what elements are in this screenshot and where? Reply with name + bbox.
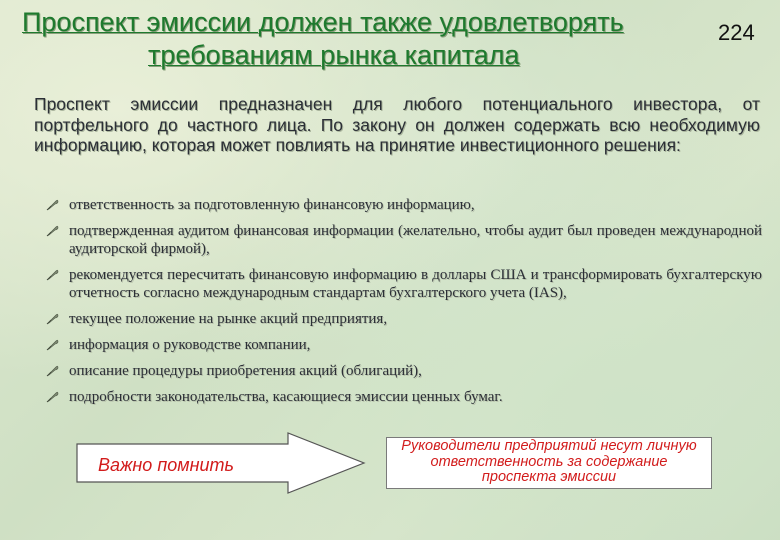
list-item: [46, 362, 762, 380]
list-item: [46, 336, 762, 354]
list-item: [46, 388, 762, 406]
list-item: [46, 310, 762, 328]
list-item-text: рекомендуется пересчитать финансовую информацию в доллары США и трансформировать бухгалтерскую отчетность согласно международным стандартам бухгалтерского учета (IAS),: [69, 267, 762, 301]
page-number: 224: [718, 20, 755, 45]
quill-pen-icon: [46, 390, 59, 403]
quill-pen-icon: [46, 364, 59, 377]
requirements-list: [46, 196, 762, 414]
list-item-text: текущее положение на рынке акций предприятия,: [69, 311, 388, 327]
responsibility-note: Руководители предприятий несут личную ответственность за содержание проспекта эмиссии: [386, 437, 712, 489]
list-item: [46, 266, 762, 302]
quill-pen-icon: [46, 224, 59, 237]
list-item: [46, 196, 762, 214]
quill-pen-icon: [46, 312, 59, 325]
slide-title: [22, 6, 702, 72]
list-item: [46, 222, 762, 258]
arrow-label: Важно помнить: [98, 455, 234, 475]
list-item-text: описание процедуры приобретения акций (облигаций),: [69, 363, 422, 379]
intro-paragraph: Проспект эмиссии предназначен для любого потенциального инвестора, от портфельного до частного лица. По закону он должен содержать всю необходимую информацию, которая может повлиять на принятие инвестиционного решения:: [34, 94, 760, 155]
list-item-text: ответственность за подготовленную финансовую информацию,: [69, 197, 475, 213]
list-item-text: подробности законодательства, касающиеся эмиссии ценных бумаг.: [69, 389, 503, 405]
quill-pen-icon: [46, 198, 59, 211]
slide-title-line1: Проспект эмиссии должен также удовлетворять: [22, 7, 624, 37]
quill-pen-icon: [46, 338, 59, 351]
slide-title-line2: требованиям рынка капитала: [148, 40, 520, 70]
list-item-text: подтвержденная аудитом финансовая информации (желательно, чтобы аудит был проведен международной аудиторской фирмой),: [69, 223, 762, 257]
quill-pen-icon: [46, 268, 59, 281]
list-item-text: информация о руководстве компании,: [69, 337, 311, 353]
